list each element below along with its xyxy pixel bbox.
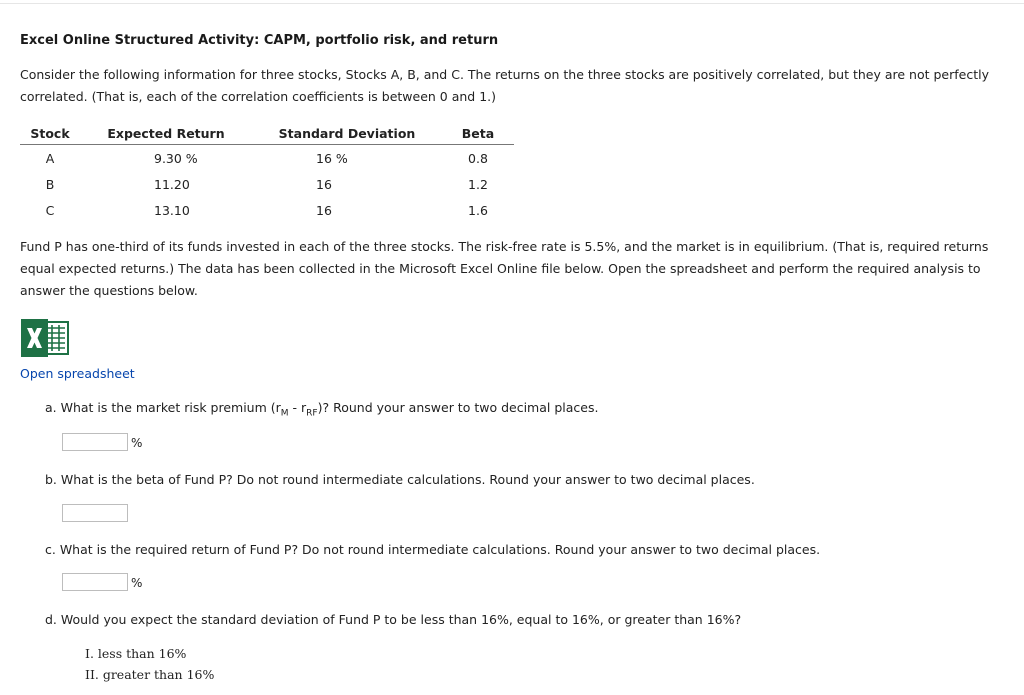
question-a	[45, 400, 598, 419]
table-row	[20, 171, 514, 197]
fund-paragraph: Fund P has one-third of its funds invested in each of the three stocks. The risk-free rate is 5.5%, and the market is in equilibrium. (That is, required returns equal expected returns.) The data has been collected in the Microsoft Excel Online file below. Open the spreadsheet and perform the required analysis to answer the questions below.	[20, 239, 989, 298]
question-a-text-2: - r	[288, 400, 307, 415]
cell-stock: B	[45, 176, 55, 192]
table-row	[20, 197, 514, 223]
header-std-dev: Standard Deviation	[252, 122, 442, 145]
cell-std-dev: 16 %	[316, 150, 348, 166]
question-b: b. What is the beta of Fund P? Do not round intermediate calculations. Round your answer to two decimal places.	[45, 472, 755, 487]
table-header-row	[20, 122, 514, 145]
table-row	[20, 145, 514, 172]
option-ii[interactable]: II. greater than 16%	[85, 667, 215, 682]
page-title: Excel Online Structured Activity: CAPM, portfolio risk, and return	[20, 33, 499, 48]
question-a-text-3: )? Round your answer to two decimal places.	[317, 400, 599, 415]
header-expected-return: Expected Return	[80, 122, 252, 145]
cell-expected-return: 9.30 %	[154, 150, 198, 166]
answer-a-unit: %	[131, 436, 143, 450]
top-divider	[0, 3, 1024, 4]
cell-beta: 1.2	[468, 176, 488, 192]
cell-expected-return: 11.20	[154, 176, 190, 192]
cell-expected-return: 13.10	[154, 202, 190, 218]
cell-stock: C	[45, 202, 55, 218]
open-spreadsheet-link[interactable]: Open spreadsheet	[20, 366, 135, 381]
excel-icon[interactable]	[21, 319, 69, 357]
question-a-sub-rf: RF	[306, 408, 318, 419]
question-d: d. Would you expect the standard deviation of Fund P to be less than 16%, equal to 16%, or greater than 16%?	[45, 612, 742, 627]
option-i[interactable]: I. less than 16%	[85, 646, 187, 661]
cell-beta: 1.6	[468, 202, 488, 218]
answer-c-input[interactable]	[62, 573, 128, 591]
stock-table	[20, 122, 514, 223]
answer-c-unit: %	[131, 576, 143, 590]
question-c: c. What is the required return of Fund P? Do not round intermediate calculations. Round your answer to two decimal places.	[45, 542, 821, 557]
answer-a-input[interactable]	[62, 433, 128, 451]
header-beta: Beta	[442, 122, 514, 145]
cell-std-dev: 16	[316, 202, 332, 218]
question-a-sub-m: M	[280, 408, 289, 419]
intro-paragraph: Consider the following information for three stocks, Stocks A, B, and C. The returns on the three stocks are positively correlated, but they are not perfectly correlated. (That is, each of the correlation coefficients is between 0 and 1.)	[20, 67, 989, 104]
header-stock: Stock	[20, 122, 80, 145]
answer-b-input[interactable]	[62, 504, 128, 522]
cell-stock: A	[45, 150, 55, 166]
question-a-text-1: a. What is the market risk premium (r	[45, 400, 281, 415]
cell-beta: 0.8	[468, 150, 488, 166]
cell-std-dev: 16	[316, 176, 332, 192]
